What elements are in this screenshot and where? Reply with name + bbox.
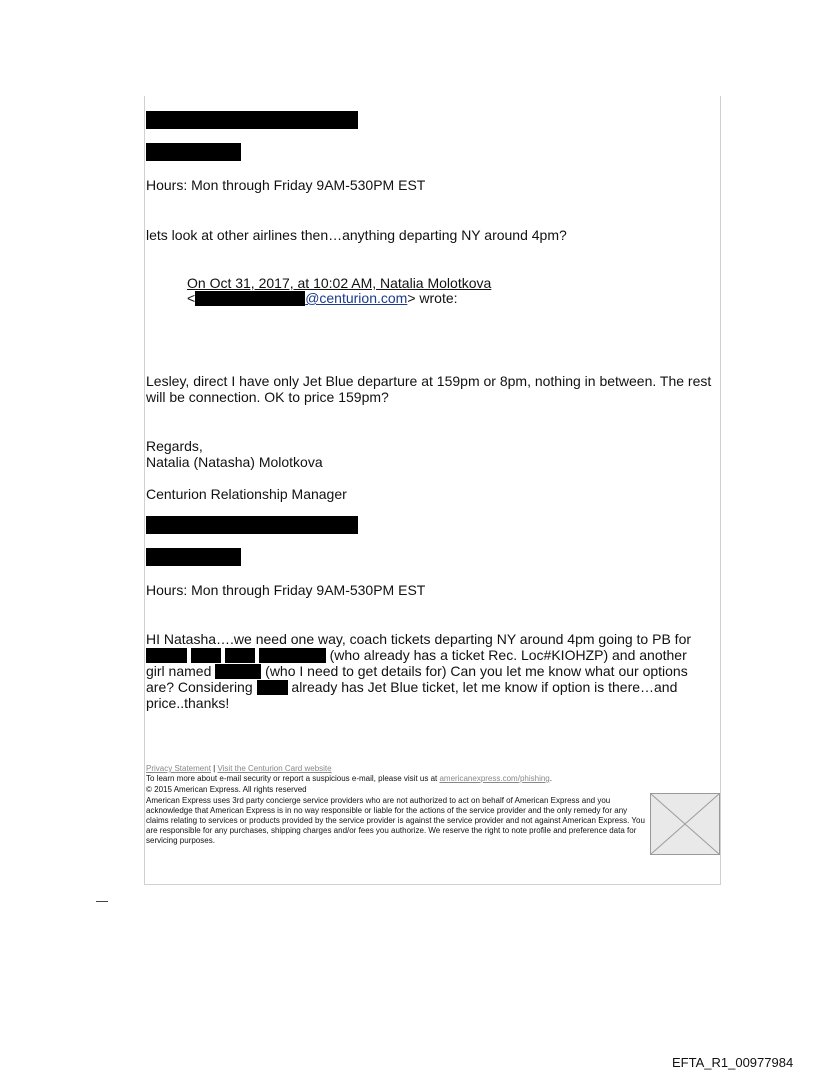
- visit-centurion-link[interactable]: Visit the Centurion Card website: [217, 764, 332, 773]
- email-lt: <: [187, 290, 196, 306]
- footer-separator: |: [210, 764, 218, 773]
- redaction-block: [257, 680, 288, 695]
- reply-text: lets look at other airlines then…anything departing NY around 4pm?: [146, 227, 567, 243]
- footer-copyright: © 2015 American Express. All rights reserved: [146, 785, 307, 794]
- original-line5: price..thanks!: [146, 695, 230, 711]
- security-period: .: [549, 774, 552, 783]
- footer-links: [146, 764, 332, 774]
- original-line4-before: are? Considering: [146, 679, 253, 695]
- original-line4-after: already has Jet Blue ticket, let me know if option is there…and: [291, 679, 678, 695]
- quote-header-line1: [187, 275, 491, 291]
- redaction-block: [191, 648, 221, 663]
- security-text: To learn more about e-mail security or report a suspicious e-mail, please visit us at: [146, 774, 438, 783]
- footer-security: [146, 774, 552, 784]
- message-regards: Regards,: [146, 438, 203, 454]
- original-line2: [146, 647, 687, 663]
- sender-role: Centurion Relationship Manager: [146, 486, 347, 502]
- message-body: Lesley, direct I have only Jet Blue departure at 159pm or 8pm, nothing in between. The rest will be connection. OK to price 159pm?: [146, 373, 712, 405]
- original-line2-text: (who already has a ticket Rec. Loc#KIOHZP) and another: [329, 647, 687, 663]
- footer-disclaimer: American Express uses 3rd party concierge service providers who are not authorized to act on behalf of American Express and you acknowledge that American Express is in no way responsible or liable for the actions of the service provider and the only remedy for any claims relating to services or products provided by the service provider is against the service provider and not against American Express. You are responsible for any purchases, shipping charges and/or fees you authorize. We reserve the right to note profile and preference data for servicing purposes.: [146, 796, 645, 845]
- sender-name: Natalia (Natasha) Molotkova: [146, 454, 323, 470]
- original-line3-after: (who I need to get details for) Can you let me know what our options: [265, 663, 688, 679]
- original-line1: HI Natasha….we need one way, coach tickets departing NY around 4pm going to PB for: [146, 631, 692, 647]
- redaction-block: [146, 516, 358, 534]
- quote-header-line2: [187, 290, 458, 306]
- redaction-block: [225, 648, 255, 663]
- redaction-block: [195, 291, 305, 306]
- signature-hours: Hours: Mon through Friday 9AM-530PM EST: [146, 177, 426, 193]
- broken-image-icon: [651, 794, 719, 854]
- redaction-block: [146, 143, 241, 161]
- redaction-block: [215, 664, 261, 679]
- quote-date: On Oct 31, 2017, at 10:02 AM, Natalia Molotkova: [187, 275, 492, 291]
- privacy-statement-link[interactable]: Privacy Statement: [146, 764, 211, 773]
- email-domain-link[interactable]: @centurion.com: [305, 290, 408, 306]
- original-line4: [146, 679, 677, 695]
- page-id: EFTA_R1_00977984: [672, 1055, 794, 1070]
- redaction-block: [146, 648, 187, 663]
- redaction-block: [259, 648, 326, 663]
- phishing-link[interactable]: americanexpress.com/phishing: [439, 774, 550, 783]
- redaction-block: [146, 111, 358, 129]
- margin-mark: [96, 901, 108, 902]
- original-line3: [146, 663, 688, 679]
- original-line3-before: girl named: [146, 663, 212, 679]
- wrote-label: > wrote:: [407, 290, 458, 306]
- redaction-block: [146, 548, 241, 566]
- message-hours: Hours: Mon through Friday 9AM-530PM EST: [146, 582, 426, 598]
- broken-image-placeholder: [650, 793, 720, 855]
